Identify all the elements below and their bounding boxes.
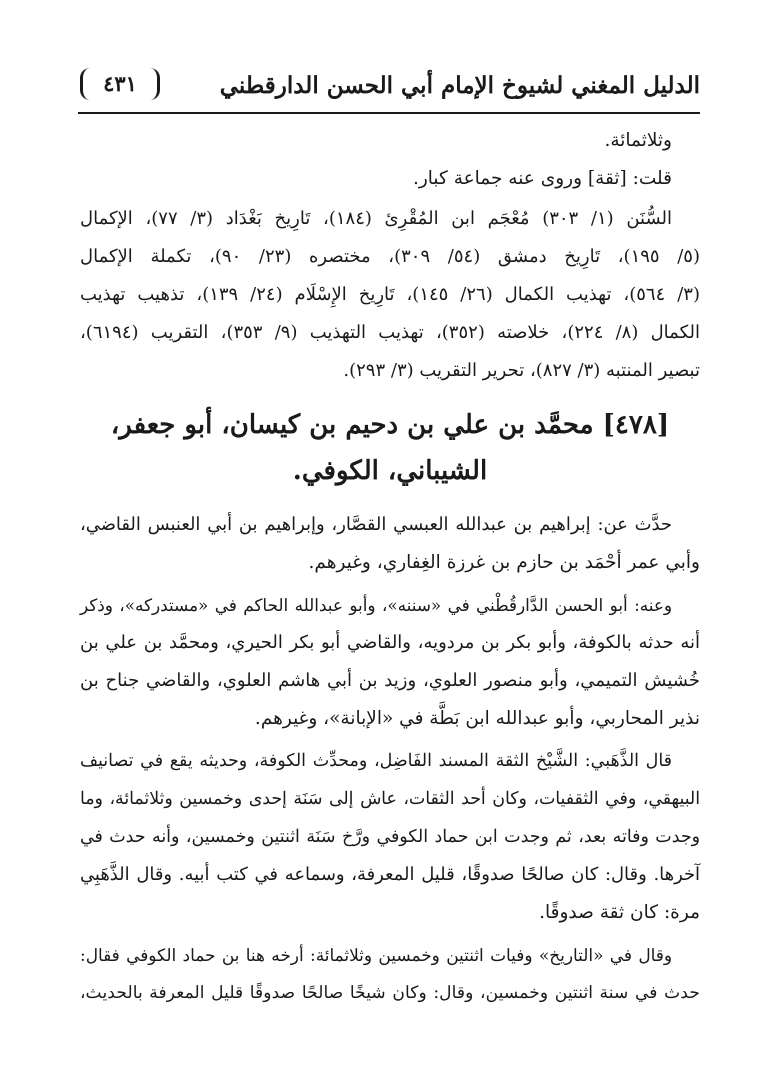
paragraph-verdict <box>80 160 700 198</box>
paragraph-tarikh <box>80 936 700 1012</box>
header-rule <box>78 112 700 114</box>
page-body <box>80 122 700 1012</box>
biblio-line: الكمال (٨/ ٢٢٤)، خلاصته (٣٥٢)، تهذيب التهذيب (٩/ ٣٥٣)، التقريب (٦١٩٤)، <box>80 322 700 343</box>
page-header <box>80 62 700 112</box>
paragraph-narrated-from <box>80 506 700 582</box>
paragraph-continuation <box>80 122 700 160</box>
paragraph-dhahabi <box>80 742 700 932</box>
text-line: وعنه: أبو الحسن الدَّارقُطْني في «سننه»، وأبو عبدالله الحاكم في «مستدركه»، وذكر <box>80 595 672 615</box>
biblio-line: السُّنَن (١/ ٣٠٣) مُعْجَم ابن المُقْرِئ (١٨٤)، تَارِيخ بَغْدَاد (٣/ ٧٧)، الإكمال <box>80 208 672 229</box>
page-number: ٤٣١ <box>80 68 160 100</box>
text-line: وجدت وفاته بعد، ثم وجدت ابن حماد الكوفي ورَّخ سَنَة اثنتين وخمسين، وأنه حدث في <box>80 827 700 847</box>
paragraph-narrators <box>80 586 700 738</box>
biblio-line: (٥/ ١٩٥)، تَارِيخ دمشق (٥٤/ ٣٠٩)، مختصره (٢٣/ ٩٠)، تكملة الإكمال <box>80 246 700 267</box>
bibliography-block <box>80 200 700 390</box>
text-line: نذير المحاربي، وأبو عبدالله ابن بَطَّة في «الإبانة»، وغيرهم. <box>254 708 700 729</box>
text-line: حدَّث عن: إبراهيم بن عبدالله العبسي القصَّار، وإبراهيم بن أبي العنبس القاضي، <box>80 514 672 535</box>
biblio-line: تبصير المنتبه (٣/ ٨٢٧)، تحرير التقريب (٣/ ٢٩٣). <box>343 360 700 381</box>
text-line: مرة: كان ثقة صدوقًا. <box>539 902 700 923</box>
text-line: البيهقي، وفي الثقفيات، وكان أحد الثقات، عاش إلى سَنَة إحدى وخمسين وثلاثمائة، وما <box>80 789 700 809</box>
text-line: وأبي عمر أحْمَد بن حازم بن غرزة الغِفاري، وغيرهم. <box>308 552 700 573</box>
text-line: خُشيش التميمي، وأبو منصور العلوي، وزيد بن أبي هاشم العلوي، والقاضي جناح بن <box>80 670 700 691</box>
text-line: قال الذَّهَبي: الشَّيْخ الثقة المسند الفَاضِل، ومحدِّث الكوفة، وحديثه يقع في تصانيف <box>80 751 672 771</box>
text-line: قلت: [ثقة] وروى عنه جماعة كبار. <box>412 168 672 189</box>
biblio-line: (٣/ ٥٦٤)، تهذيب الكمال (٢٦/ ١٤٥)، تَارِيخ الإِسْلَام (٢٤/ ١٣٩)، تذهيب تهذيب <box>80 284 700 305</box>
text-line: وقال في «التاريخ» وفيات اثنتين وخمسين وثلاثمائة: أرخه هنا بن حماد الكوفي فقال: <box>80 945 672 965</box>
text-line: آخرها. وقال: كان صالحًا صدوقًا، قليل المعرفة، وسماعه في كتب أبيه. وقال الذَّهَبِي <box>80 864 700 885</box>
entry-title <box>80 402 700 494</box>
text-line: وثلاثمائة. <box>604 130 672 151</box>
text-line: أنه حدثه بالكوفة، وأبو بكر بن مردويه، والقاضي أبو بكر الحيري، ومحمَّد بن علي بن <box>80 632 700 653</box>
entry-title-line: [٤٧٨] محمَّد بن علي بن دحيم بن كيسان، أبو جعفر، <box>110 410 670 440</box>
text-line: حدث في سنة اثنتين وخمسين، وقال: وكان شيخًا صالحًا صدوقًا قليل المعرفة بالحديث، <box>80 983 700 1003</box>
entry-title-line: الشيباني، الكوفي. <box>292 456 488 486</box>
running-title: الدليل المغني لشيوخ الإمام أبي الحسن الدارقطني <box>219 72 700 99</box>
